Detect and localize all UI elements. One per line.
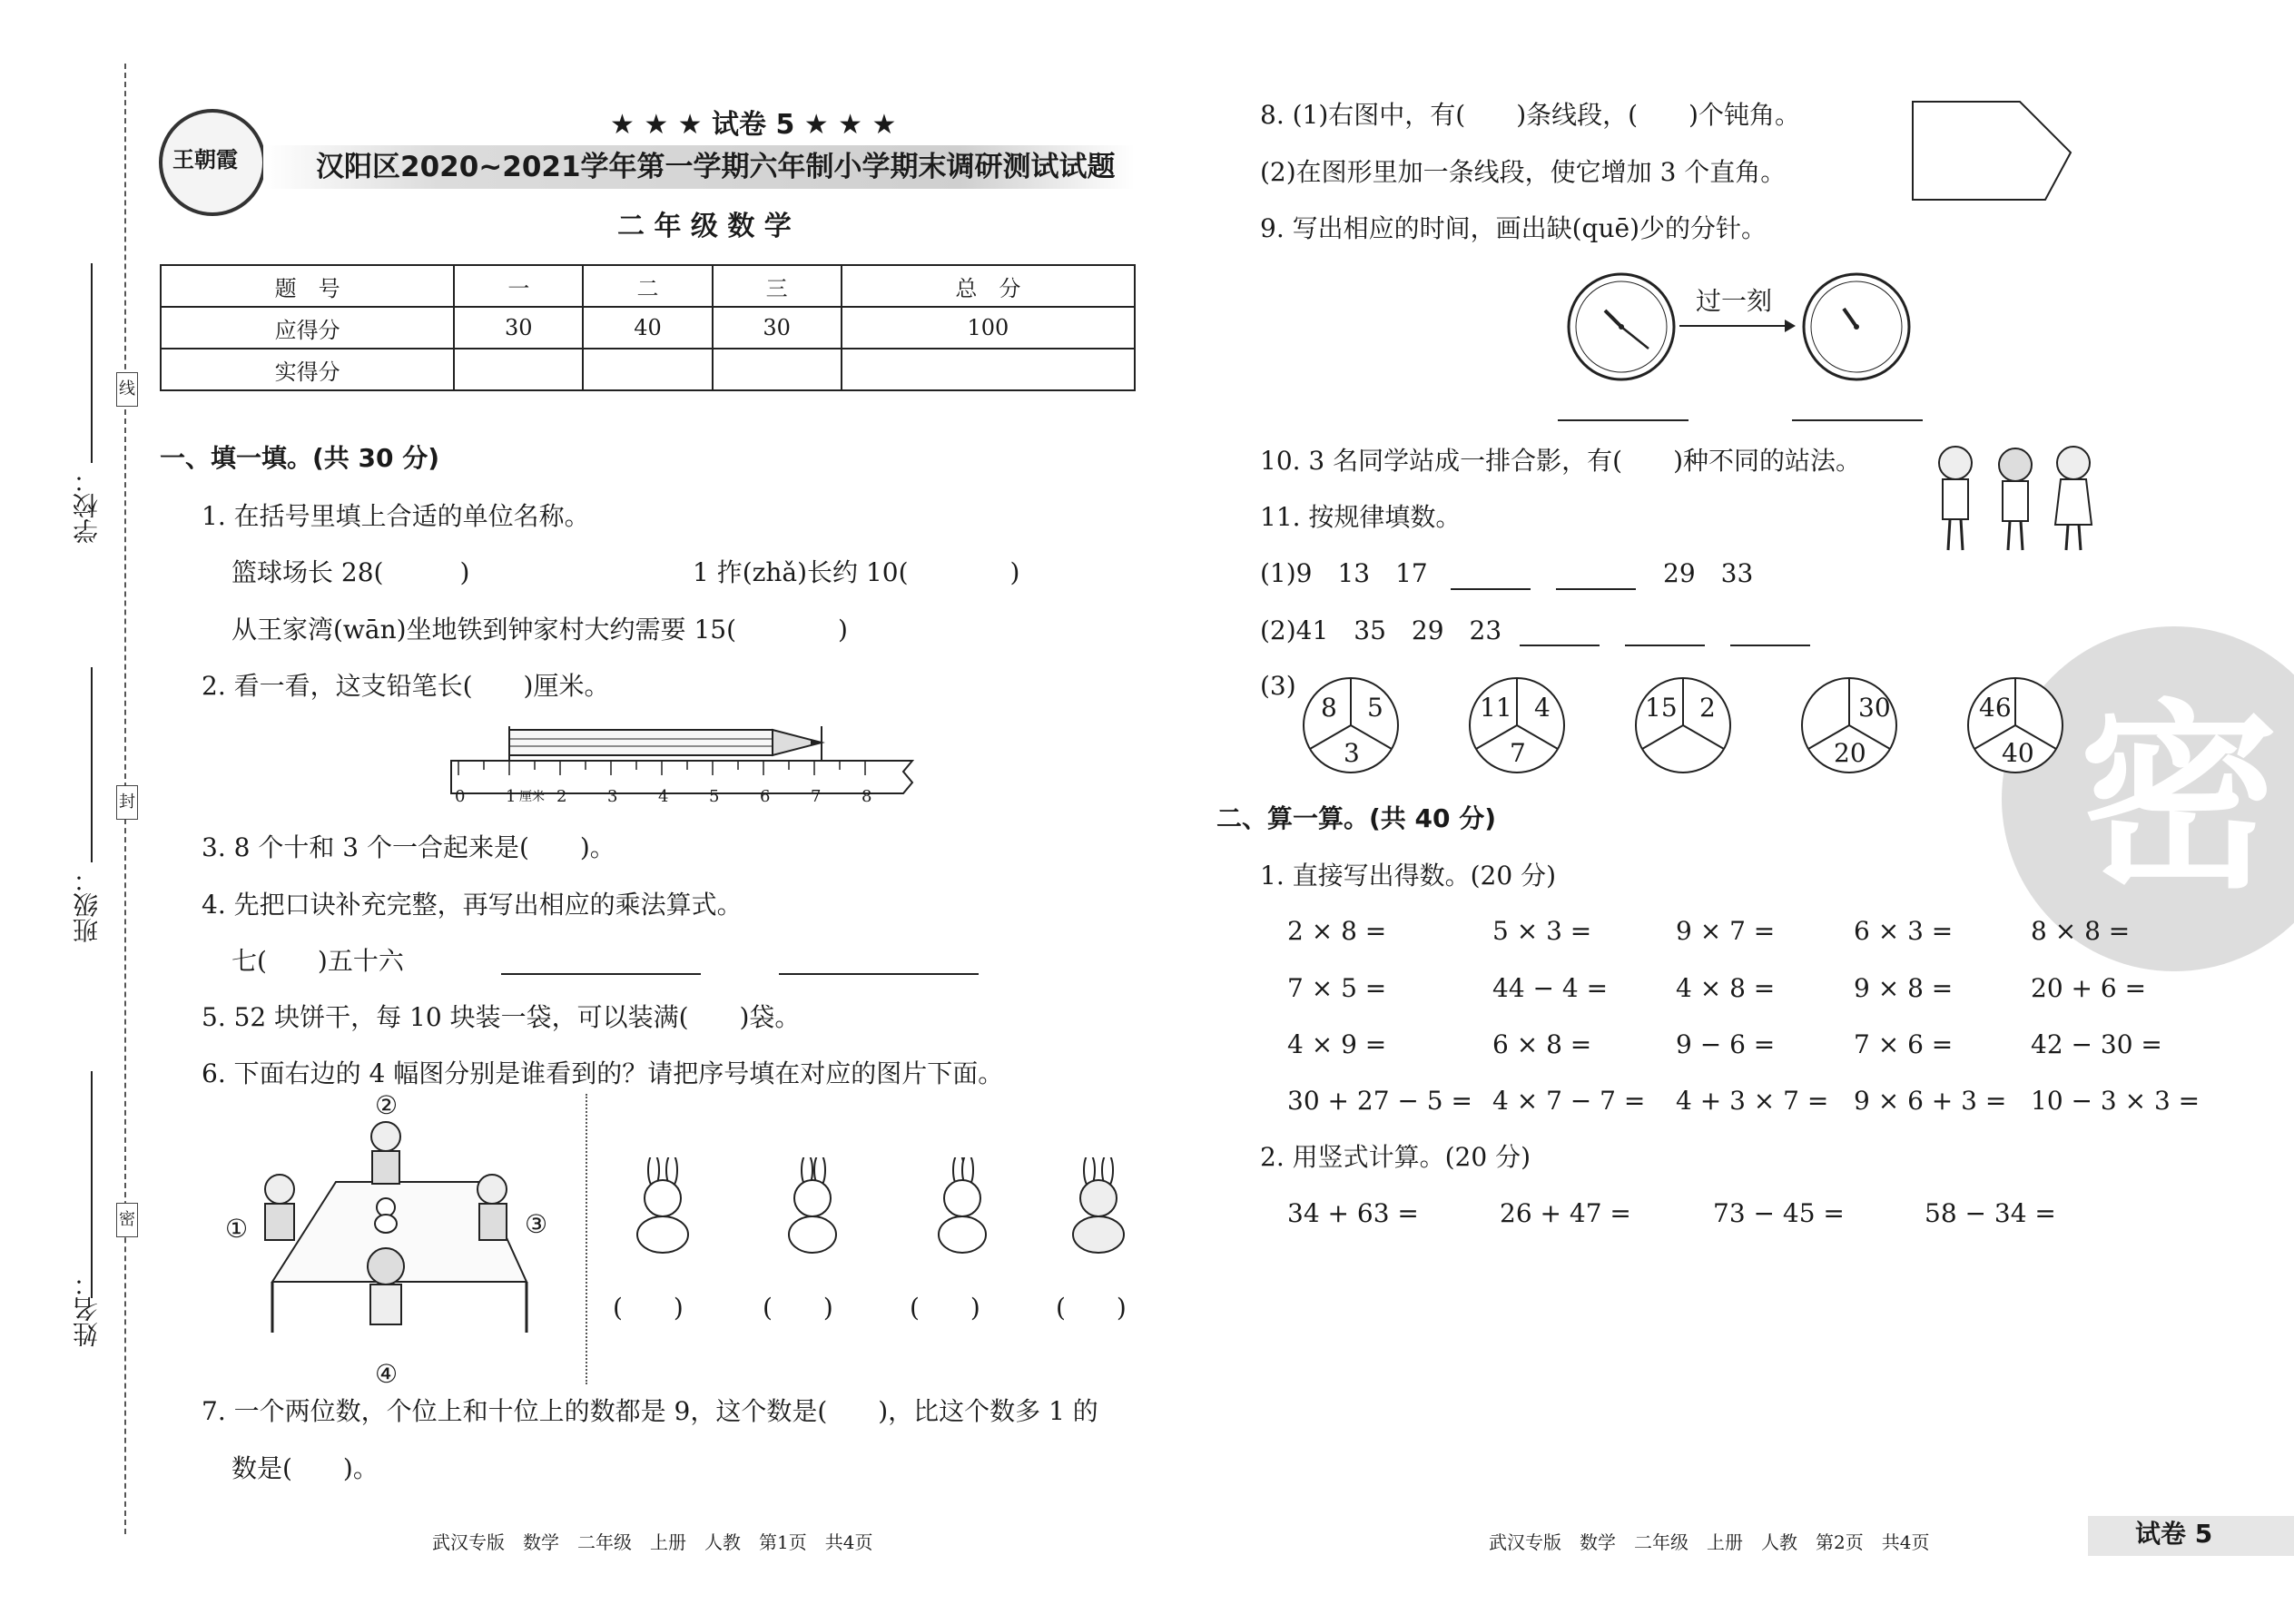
ruler-tick-label: 2 xyxy=(556,787,567,806)
ruler-tick-label: 6 xyxy=(760,787,771,806)
question-7a[interactable]: 7. 一个两位数，个位上和十位上的数都是 9，这个数是( )，比这个数多 1 的 xyxy=(202,1396,1098,1426)
score-cell: 30 xyxy=(454,307,583,349)
pentagon-figure xyxy=(1911,100,2074,204)
position-label-4: ④ xyxy=(375,1359,399,1389)
answer-line[interactable] xyxy=(501,973,701,975)
arithmetic-item[interactable]: 9 × 8 = xyxy=(1854,973,1954,1003)
ruler-unit-label: 厘米 xyxy=(519,790,545,804)
view-answer-blank[interactable]: ( ) xyxy=(763,1293,833,1323)
pie-value: 20 xyxy=(1834,738,1866,768)
answer-line[interactable] xyxy=(1520,645,1600,646)
ruler-tick-label: 8 xyxy=(861,787,872,806)
view-answer-blank[interactable]: ( ) xyxy=(1056,1293,1127,1323)
paper-label: ★ ★ ★ 试卷 5 ★ ★ ★ xyxy=(610,109,897,141)
binding-mark-seal: 封 xyxy=(116,785,138,820)
score-input-cell[interactable] xyxy=(454,349,583,390)
arithmetic-item[interactable]: 8 × 8 = xyxy=(2031,916,2131,946)
ruler-tick-label: 5 xyxy=(709,787,720,806)
name-label: 姓名： xyxy=(72,1271,102,1347)
subject-title: 二 年 级 数 学 xyxy=(617,211,792,242)
three-students-icon xyxy=(1925,441,2106,559)
score-input-cell[interactable] xyxy=(713,349,842,390)
section2-question-2: 2. 用竖式计算。(20 分) xyxy=(1260,1142,1531,1172)
question-5[interactable]: 5. 52 块饼干，每 10 块装一袋，可以装满( )袋。 xyxy=(202,1002,801,1032)
vertical-calc-item[interactable]: 26 + 47 = xyxy=(1500,1198,1631,1228)
question-11a: (1)9 13 17 xyxy=(1260,558,1428,588)
pie-value: 5 xyxy=(1367,693,1383,723)
pencil-icon xyxy=(509,726,822,763)
vertical-calc-item[interactable]: 58 − 34 = xyxy=(1925,1198,2056,1228)
score-table-header: 二 xyxy=(583,265,712,307)
child-4-icon xyxy=(368,1248,404,1284)
question-11: 11. 按规律填数。 xyxy=(1260,502,1462,532)
score-table-header: 三 xyxy=(713,265,842,307)
position-label-1: ① xyxy=(225,1214,249,1244)
section2-title: 二、算一算。(共 40 分) xyxy=(1216,803,1497,833)
binding-mark-sealed: 密 xyxy=(116,1203,138,1237)
question-1c[interactable]: 从王家湾(wān)坐地铁到钟家村大约需要 15( ) xyxy=(231,615,848,645)
arithmetic-item[interactable]: 7 × 5 = xyxy=(1287,973,1387,1003)
question-1b[interactable]: 1 拃(zhǎ)长约 10( ) xyxy=(693,557,1020,587)
footer-left: 武汉专版 数学 二年级 上册 人教 第1页 共4页 xyxy=(432,1531,873,1553)
section1-title: 一、填一填。(共 30 分) xyxy=(160,443,440,473)
arithmetic-item[interactable]: 9 − 6 = xyxy=(1676,1029,1776,1059)
rabbit-view-1-icon xyxy=(617,1157,708,1257)
pie-value: 7 xyxy=(1510,738,1526,768)
arithmetic-item[interactable]: 10 − 3 × 3 = xyxy=(2031,1086,2200,1116)
answer-line[interactable] xyxy=(1730,645,1810,646)
score-cell: 100 xyxy=(842,307,1135,349)
score-table xyxy=(160,264,1136,391)
clock-arrow-label: 过一刻 xyxy=(1696,286,1773,316)
pie-value: 2 xyxy=(1699,693,1716,723)
position-label-2: ② xyxy=(375,1090,399,1120)
vertical-calc-item[interactable]: 73 − 45 = xyxy=(1713,1198,1845,1228)
arithmetic-item[interactable]: 4 × 8 = xyxy=(1676,973,1776,1003)
answer-line[interactable] xyxy=(1625,645,1705,646)
child-1-icon xyxy=(265,1175,294,1204)
rabbit-view-4-icon xyxy=(1053,1157,1144,1257)
arithmetic-item[interactable]: 4 × 9 = xyxy=(1287,1029,1387,1059)
question-1a[interactable]: 篮球场长 28( ) xyxy=(231,557,470,587)
ruler-tick-label: 4 xyxy=(658,787,669,806)
pie-value: 3 xyxy=(1344,738,1360,768)
vertical-calc-item[interactable]: 34 + 63 = xyxy=(1287,1198,1419,1228)
question-2[interactable]: 2. 看一看，这支铅笔长( )厘米。 xyxy=(202,671,610,701)
arithmetic-item[interactable]: 4 × 7 − 7 = xyxy=(1492,1086,1646,1116)
arithmetic-item[interactable]: 30 + 27 − 5 = xyxy=(1287,1086,1472,1116)
table-with-children-figure xyxy=(218,1089,563,1371)
answer-line[interactable] xyxy=(779,973,979,975)
ruler-tick-label: 3 xyxy=(607,787,618,806)
score-row-label: 实得分 xyxy=(161,349,454,390)
rabbit-view-2-icon xyxy=(767,1157,858,1257)
answer-line[interactable] xyxy=(1556,588,1636,590)
binding-mark-line: 线 xyxy=(116,372,138,407)
question-8b: (2)在图形里加一条线段，使它增加 3 个直角。 xyxy=(1260,157,1787,187)
question-11c: (3) xyxy=(1260,671,1296,701)
clock-arrow-line xyxy=(1679,325,1790,327)
pie-value: 40 xyxy=(2002,738,2034,768)
arithmetic-item[interactable]: 7 × 6 = xyxy=(1854,1029,1954,1059)
class-underline xyxy=(91,667,93,862)
arithmetic-item[interactable]: 6 × 3 = xyxy=(1854,916,1954,946)
question-10[interactable]: 10. 3 名同学站成一排合影，有( )种不同的站法。 xyxy=(1260,446,1861,476)
pie-value: 46 xyxy=(1979,693,2012,723)
score-input-cell[interactable] xyxy=(583,349,712,390)
question-7b[interactable]: 数是( )。 xyxy=(231,1453,379,1483)
q6-divider xyxy=(586,1094,587,1384)
pie-value: 4 xyxy=(1534,693,1551,723)
arithmetic-item[interactable]: 6 × 8 = xyxy=(1492,1029,1592,1059)
question-11b: (2)41 35 29 23 xyxy=(1260,615,1502,645)
arithmetic-item[interactable]: 20 + 6 = xyxy=(2031,973,2147,1003)
question-9: 9. 写出相应的时间，画出缺(quē)少的分针。 xyxy=(1260,213,1767,243)
score-table-header: 题 号 xyxy=(161,265,454,307)
ruler-tick-label: 7 xyxy=(811,787,822,806)
pie-value: 15 xyxy=(1645,693,1678,723)
corner-paper-label: 试卷 5 xyxy=(2135,1519,2213,1549)
time-answer-line[interactable] xyxy=(1558,419,1689,421)
child-2-icon xyxy=(371,1122,400,1151)
pie-value: 11 xyxy=(1480,693,1512,723)
question-4a[interactable]: 七( )五十六 xyxy=(231,946,404,976)
clock-after-icon xyxy=(1800,271,1913,383)
score-table-header: 一 xyxy=(454,265,583,307)
rabbit-view-3-icon xyxy=(917,1157,1008,1257)
question-11a-tail: 29 33 xyxy=(1663,558,1754,588)
ruler-tick-label: 0 xyxy=(455,787,466,806)
arithmetic-item[interactable]: 2 × 8 = xyxy=(1287,916,1387,946)
arithmetic-item[interactable]: 4 + 3 × 7 = xyxy=(1676,1086,1829,1116)
pie-value: 8 xyxy=(1321,693,1337,723)
arithmetic-item[interactable]: 9 × 7 = xyxy=(1676,916,1776,946)
score-table-header: 总 分 xyxy=(842,265,1135,307)
question-8a[interactable]: 8. (1)右图中，有( )条线段，( )个钝角。 xyxy=(1260,100,1800,130)
clock-before-icon xyxy=(1565,271,1678,383)
score-row-label: 应得分 xyxy=(161,307,454,349)
position-label-3: ③ xyxy=(525,1209,548,1239)
arithmetic-item[interactable]: 42 − 30 = xyxy=(2031,1029,2162,1059)
footer-right: 武汉专版 数学 二年级 上册 人教 第2页 共4页 xyxy=(1489,1531,1930,1553)
pie-value: 30 xyxy=(1858,693,1891,723)
score-cell: 40 xyxy=(583,307,712,349)
child-3-icon xyxy=(478,1175,507,1204)
arithmetic-item[interactable]: 9 × 6 + 3 = xyxy=(1854,1086,2007,1116)
school-label: 学校： xyxy=(72,468,102,544)
answer-line[interactable] xyxy=(1451,588,1531,590)
arrow-right-icon xyxy=(1785,320,1796,332)
name-underline xyxy=(91,1071,93,1298)
school-underline xyxy=(91,263,93,463)
question-3[interactable]: 3. 8 个十和 3 个一合起来是( )。 xyxy=(202,832,615,862)
arithmetic-item[interactable]: 44 − 4 = xyxy=(1492,973,1609,1003)
view-answer-blank[interactable]: ( ) xyxy=(613,1293,684,1323)
question-6: 6. 下面右边的 4 幅图分别是谁看到的？请把序号填在对应的图片下面。 xyxy=(202,1058,1004,1088)
exam-title: 汉阳区2020~2021学年第一学期六年制小学期末调研测试试题 xyxy=(316,151,1116,183)
view-answer-blank[interactable]: ( ) xyxy=(910,1293,980,1323)
score-input-cell[interactable] xyxy=(842,349,1135,390)
question-4: 4. 先把口诀补充完整，再写出相应的乘法算式。 xyxy=(202,890,743,920)
class-label: 班级： xyxy=(72,867,102,943)
question-1: 1. 在括号里填上合适的单位名称。 xyxy=(202,501,590,531)
ruler-tick-label: 1 xyxy=(506,787,517,806)
score-cell: 30 xyxy=(713,307,842,349)
arithmetic-item[interactable]: 5 × 3 = xyxy=(1492,916,1592,946)
section2-question-1: 1. 直接写出得数。(20 分) xyxy=(1260,861,1556,891)
brand-logo-text: 王朝霞 xyxy=(172,147,238,172)
watermark-stamp-glyph: 密 xyxy=(2079,683,2279,915)
time-answer-line[interactable] xyxy=(1792,419,1923,421)
